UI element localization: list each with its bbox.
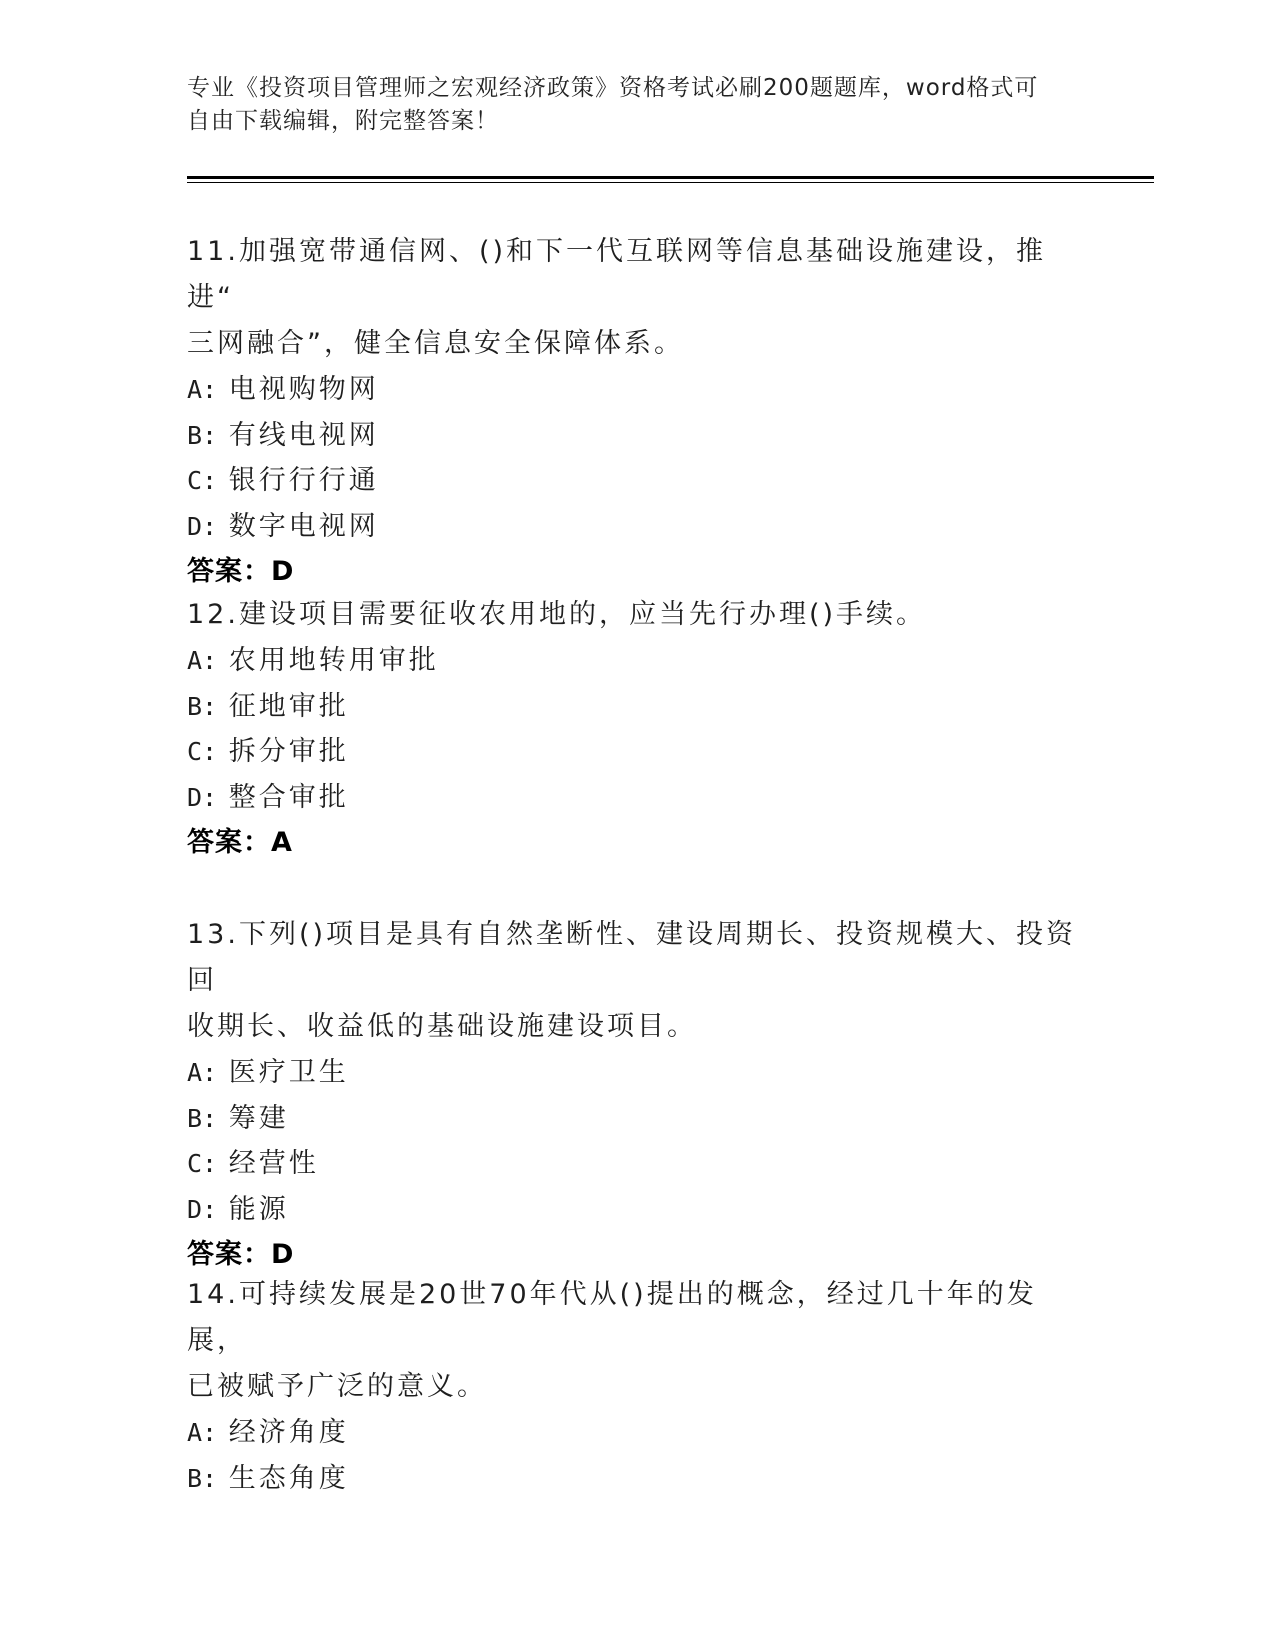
option-key: C:: [187, 466, 218, 495]
option-text: 数字电视网: [228, 510, 379, 542]
option-text: 银行行行通: [228, 465, 379, 496]
option-key: C:: [187, 737, 218, 766]
question-14: [187, 1272, 1087, 1501]
option-key: A:: [187, 375, 218, 404]
option-key: B:: [187, 1463, 218, 1493]
option-key: A:: [187, 1058, 218, 1087]
option-key: B:: [187, 1103, 218, 1133]
answer-line: 答案：D: [187, 1239, 295, 1270]
option-a: [187, 1410, 1087, 1456]
option-text: 有线电视网: [228, 419, 379, 451]
option-c: [187, 1141, 1087, 1187]
option-b: [187, 413, 1087, 459]
answer-line: 答案：A: [187, 827, 293, 858]
question-13: [187, 912, 1087, 1278]
question-stem-line-1: 14.可持续发展是20世70年代从()提出的概念，经过几十年的发展，: [187, 1279, 1037, 1356]
option-key: D:: [187, 782, 218, 812]
question-12: [187, 592, 1087, 866]
option-a: [187, 367, 1087, 413]
option-b: [187, 1096, 1087, 1142]
option-text: 征地审批: [228, 690, 349, 722]
option-text: 医疗卫生: [228, 1057, 349, 1088]
option-text: 经济角度: [228, 1417, 349, 1448]
option-a: [187, 1050, 1087, 1096]
option-d: [187, 775, 1087, 821]
question-stem-line-2: 已被赋予广泛的意义。: [187, 1371, 487, 1402]
header-line-1: 专业《投资项目管理师之宏观经济政策》资格考试必刷200题题库，word格式可: [187, 75, 1039, 101]
option-text: 筹建: [228, 1102, 289, 1134]
option-d: [187, 504, 1087, 550]
option-b: [187, 1456, 1087, 1502]
option-key: C:: [187, 1149, 218, 1178]
question-stem: [187, 229, 1087, 367]
option-key: A:: [187, 1418, 218, 1447]
question-stem-line-2: 三网融合”，健全信息安全保障体系。: [187, 328, 684, 359]
header-line-2: 自由下载编辑，附完整答案！: [187, 108, 499, 134]
option-text: 生态角度: [228, 1462, 349, 1494]
header-divider-thick: [187, 176, 1154, 179]
option-text: 拆分审批: [228, 736, 349, 767]
option-text: 整合审批: [228, 781, 349, 813]
option-text: 能源: [228, 1193, 289, 1225]
option-text: 农用地转用审批: [228, 645, 439, 676]
option-key: B:: [187, 420, 218, 450]
answer-line: 答案：D: [187, 556, 295, 587]
option-key: D:: [187, 1194, 218, 1224]
document-header: [187, 72, 1067, 138]
option-d: [187, 1187, 1087, 1233]
question-stem-line-2: 收期长、收益低的基础设施建设项目。: [187, 1011, 697, 1042]
option-a: [187, 638, 1087, 684]
option-c: [187, 729, 1087, 775]
question-stem: [187, 1272, 1087, 1410]
option-key: D:: [187, 511, 218, 541]
question-stem-line-1: 12.建设项目需要征收农用地的，应当先行办理()手续。: [187, 599, 927, 630]
option-c: [187, 458, 1087, 504]
question-stem-line-1: 11.加强宽带通信网、()和下一代互联网等信息基础设施建设，推进“: [187, 236, 1047, 313]
option-b: [187, 684, 1087, 730]
option-key: B:: [187, 691, 218, 721]
option-text: 经营性: [228, 1148, 319, 1179]
question-11: [187, 229, 1087, 595]
header-divider-thin: [187, 182, 1154, 183]
question-stem-line-1: 13.下列()项目是具有自然垄断性、建设周期长、投资规模大、投资回: [187, 919, 1077, 996]
question-stem: [187, 912, 1087, 1050]
option-text: 电视购物网: [228, 374, 379, 405]
option-key: A:: [187, 646, 218, 675]
question-stem: [187, 592, 1087, 638]
